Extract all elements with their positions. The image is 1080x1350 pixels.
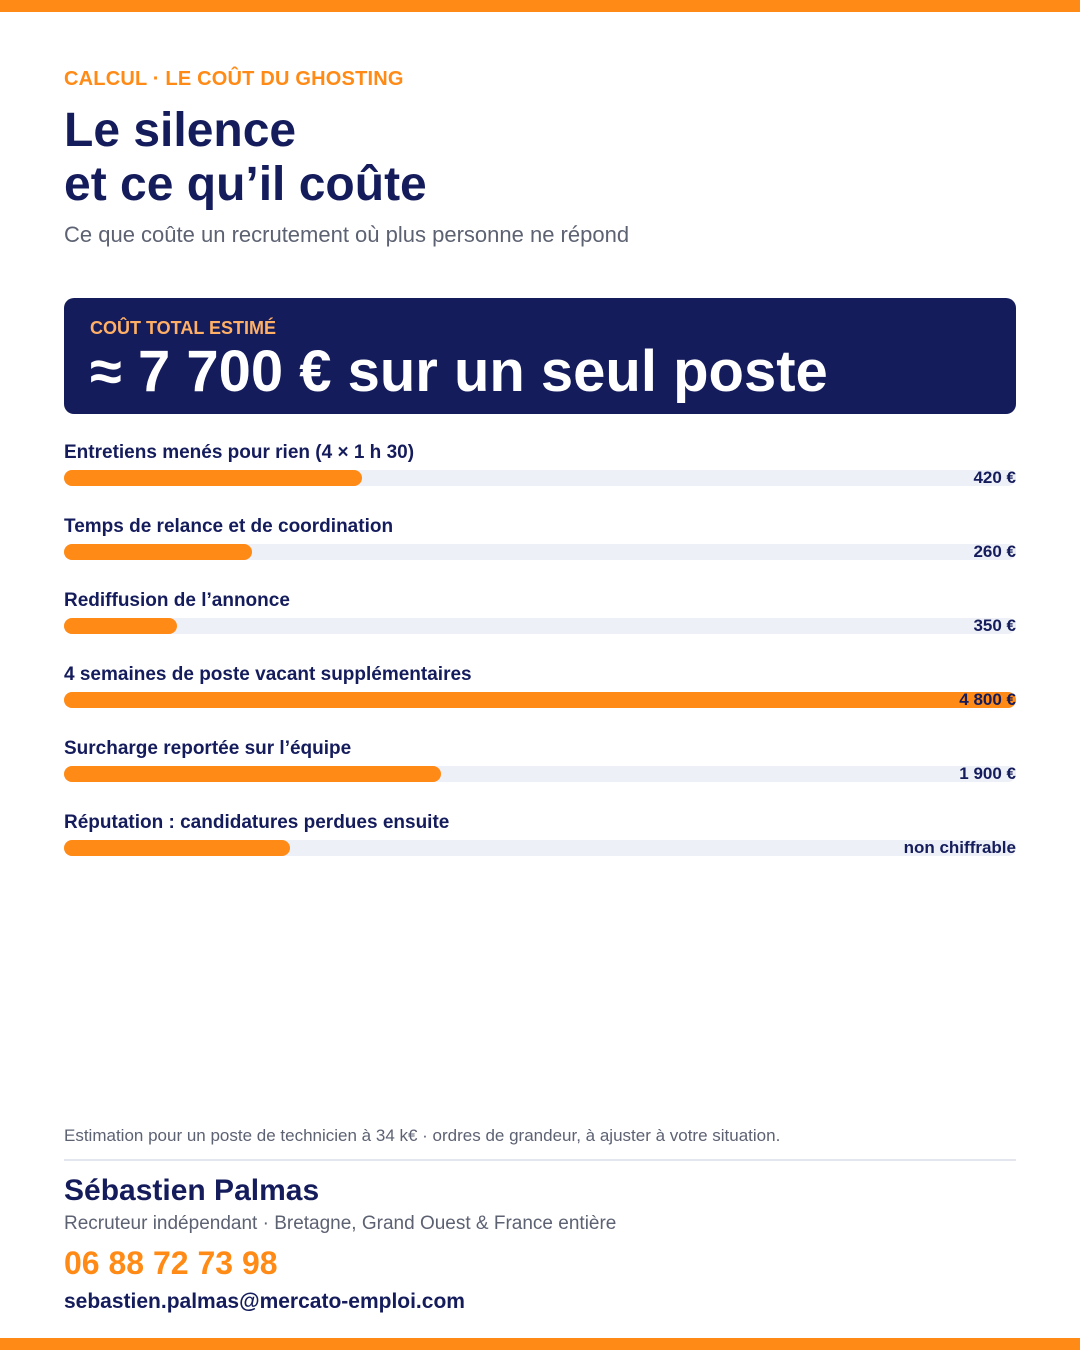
estimation-footnote: Estimation pour un poste de technicien à 34 k€ · ordres de grandeur, à ajuster à votre situation. <box>64 1126 781 1145</box>
page-subtitle: Ce que coûte un recrutement où plus personne ne répond <box>64 222 630 247</box>
bar-category-label: Temps de relance et de coordination <box>64 516 394 537</box>
bar-track <box>64 618 1016 634</box>
author-phone[interactable]: 06 88 72 73 98 <box>64 1245 278 1281</box>
bar-category-label: Rediffusion de l’annonce <box>64 590 290 611</box>
bar-value-label: 1 900 € <box>959 764 1016 783</box>
bar-value-label: 4 800 € <box>959 690 1016 709</box>
bar-row <box>64 440 1016 514</box>
bar-fill <box>64 470 362 486</box>
total-cost-banner <box>64 298 1016 414</box>
author-role: Recruteur indépendant · Bretagne, Grand Ouest & France entière <box>64 1213 617 1234</box>
author-email[interactable]: sebastien.palmas@mercato-emploi.com <box>64 1290 465 1313</box>
bar-value-label: 260 € <box>973 542 1016 561</box>
total-cost-label: COÛT TOTAL ESTIMÉ <box>90 318 277 338</box>
bar-track <box>64 766 1016 782</box>
title-line-2: et ce qu’il coûte <box>64 158 427 211</box>
bar-row <box>64 662 1016 736</box>
top-accent-stripe <box>0 0 1080 12</box>
page-title <box>64 104 427 212</box>
bar-row <box>64 810 1016 884</box>
bar-category-label: Réputation : candidatures perdues ensuite <box>64 812 450 833</box>
bar-fill <box>64 544 252 560</box>
bar-fill <box>64 766 441 782</box>
bar-track <box>64 544 1016 560</box>
bar-track <box>64 692 1016 708</box>
bar-track <box>64 840 1016 856</box>
author-name: Sébastien Palmas <box>64 1174 320 1207</box>
bar-fill <box>64 618 177 634</box>
bar-fill <box>64 692 1016 708</box>
bar-value-label: non chiffrable <box>903 838 1016 857</box>
total-cost-value: ≈ 7 700 € sur un seul poste <box>90 339 828 404</box>
eyebrow-label: CALCUL · LE COÛT DU GHOSTING <box>64 68 404 90</box>
footer-divider <box>64 1159 1016 1161</box>
bar-category-label: Surcharge reportée sur l’équipe <box>64 738 352 759</box>
bar-value-label: 350 € <box>973 616 1016 635</box>
bar-category-label: 4 semaines de poste vacant supplémentaires <box>64 664 472 685</box>
bar-row <box>64 588 1016 662</box>
bar-row <box>64 514 1016 588</box>
bar-track <box>64 470 1016 486</box>
title-line-1: Le silence <box>64 104 297 157</box>
bar-value-label: 420 € <box>973 468 1016 487</box>
cost-bar-chart <box>64 440 1016 884</box>
bottom-accent-stripe <box>0 1338 1080 1350</box>
bar-fill <box>64 840 290 856</box>
bar-category-label: Entretiens menés pour rien (4 × 1 h 30) <box>64 442 415 463</box>
bar-row <box>64 736 1016 810</box>
